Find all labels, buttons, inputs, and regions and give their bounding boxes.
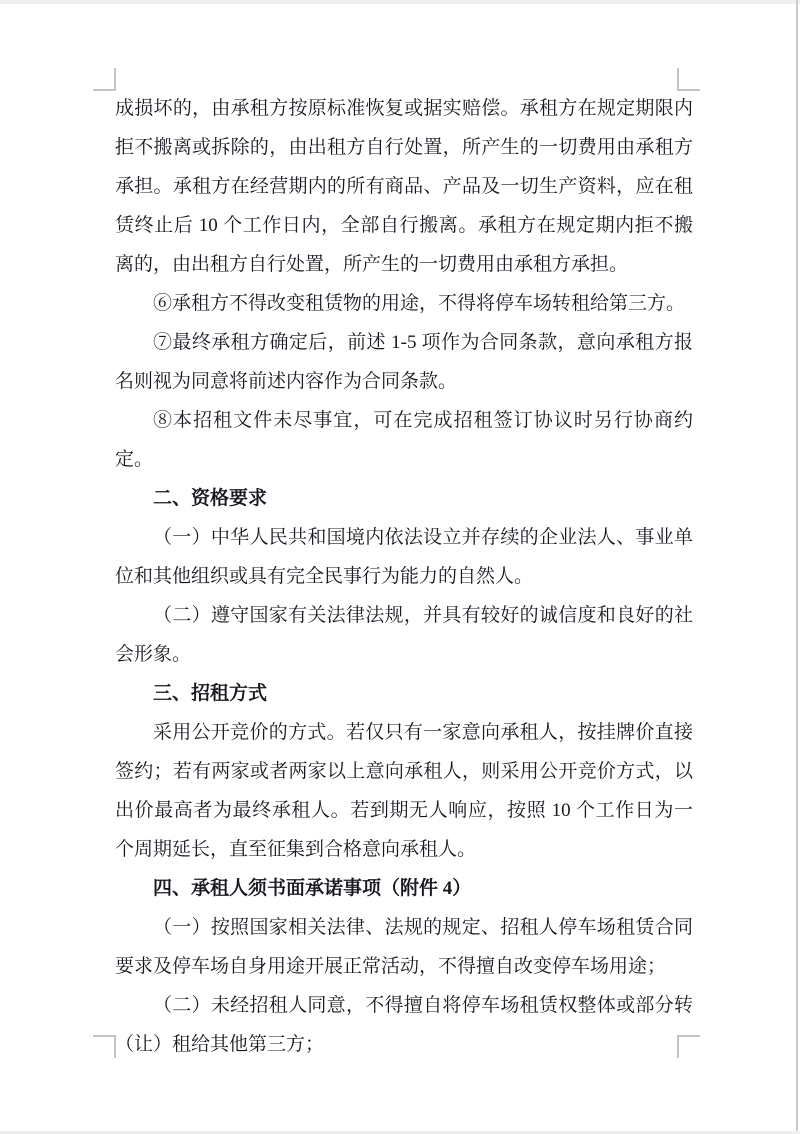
crop-mark-bottom-left: [93, 1035, 116, 1058]
section-heading: 二、资格要求: [153, 488, 268, 509]
paragraph: （一）按照国家相关法律、法规的规定、招租人停车场租赁合同要求及停车场自身用途开展正常活动，不得擅自改变停车场用途；: [115, 917, 693, 977]
paragraph: （二）遵守国家有关法律法规，并具有较好的诚信度和良好的社会形象。: [115, 605, 693, 665]
top-edge-strip: [0, 0, 800, 4]
section-heading: 四、承租人须书面承诺事项（附件 4）: [153, 878, 472, 899]
crop-mark-top-right: [677, 68, 700, 91]
paragraph: ⑥承租方不得改变租赁物的用途，不得将停车场转租给第三方。: [153, 293, 686, 314]
paragraph: 成损坏的，由承租方按原标准恢复或据实赔偿。承租方在规定期限内拒不搬离或拆除的，由出租方自行处置，所产生的一切费用由承租方承担。承租方在经营期内的所有商品、产品及一切生产资料，应在租赁终止后 10 个工作日内，全部自行搬离。承租方在规定期内拒不搬离的，由出租方自行处置，所产生的一切费用由承租方承担。: [115, 98, 693, 275]
document-body: [115, 89, 693, 1064]
paragraph: （一）中华人民共和国境内依法设立并存续的企业法人、事业单位和其他组织或具有完全民事行为能力的自然人。: [115, 527, 693, 587]
page-right-border: [796, 0, 798, 1134]
paragraph: ⑧本招租文件未尽事宜，可在完成招租签订协议时另行协商约定。: [115, 410, 693, 470]
paragraph: 采用公开竞价的方式。若仅只有一家意向承租人，按挂牌价直接签约；若有两家或者两家以上意向承租人，则采用公开竞价方式，以出价最高者为最终承租人。若到期无人响应，按照 10 个工作日为一个周期延长，直至征集到合格意向承租人。: [115, 722, 693, 860]
paragraph: （二）未经招租人同意，不得擅自将停车场租赁权整体或部分转（让）租给其他第三方；: [115, 995, 693, 1055]
crop-mark-top-left: [93, 68, 116, 91]
paragraph: ⑦最终承租方确定后，前述 1-5 项作为合同条款，意向承租方报名则视为同意将前述内容作为合同条款。: [115, 332, 693, 392]
section-heading: 三、招租方式: [153, 683, 268, 704]
